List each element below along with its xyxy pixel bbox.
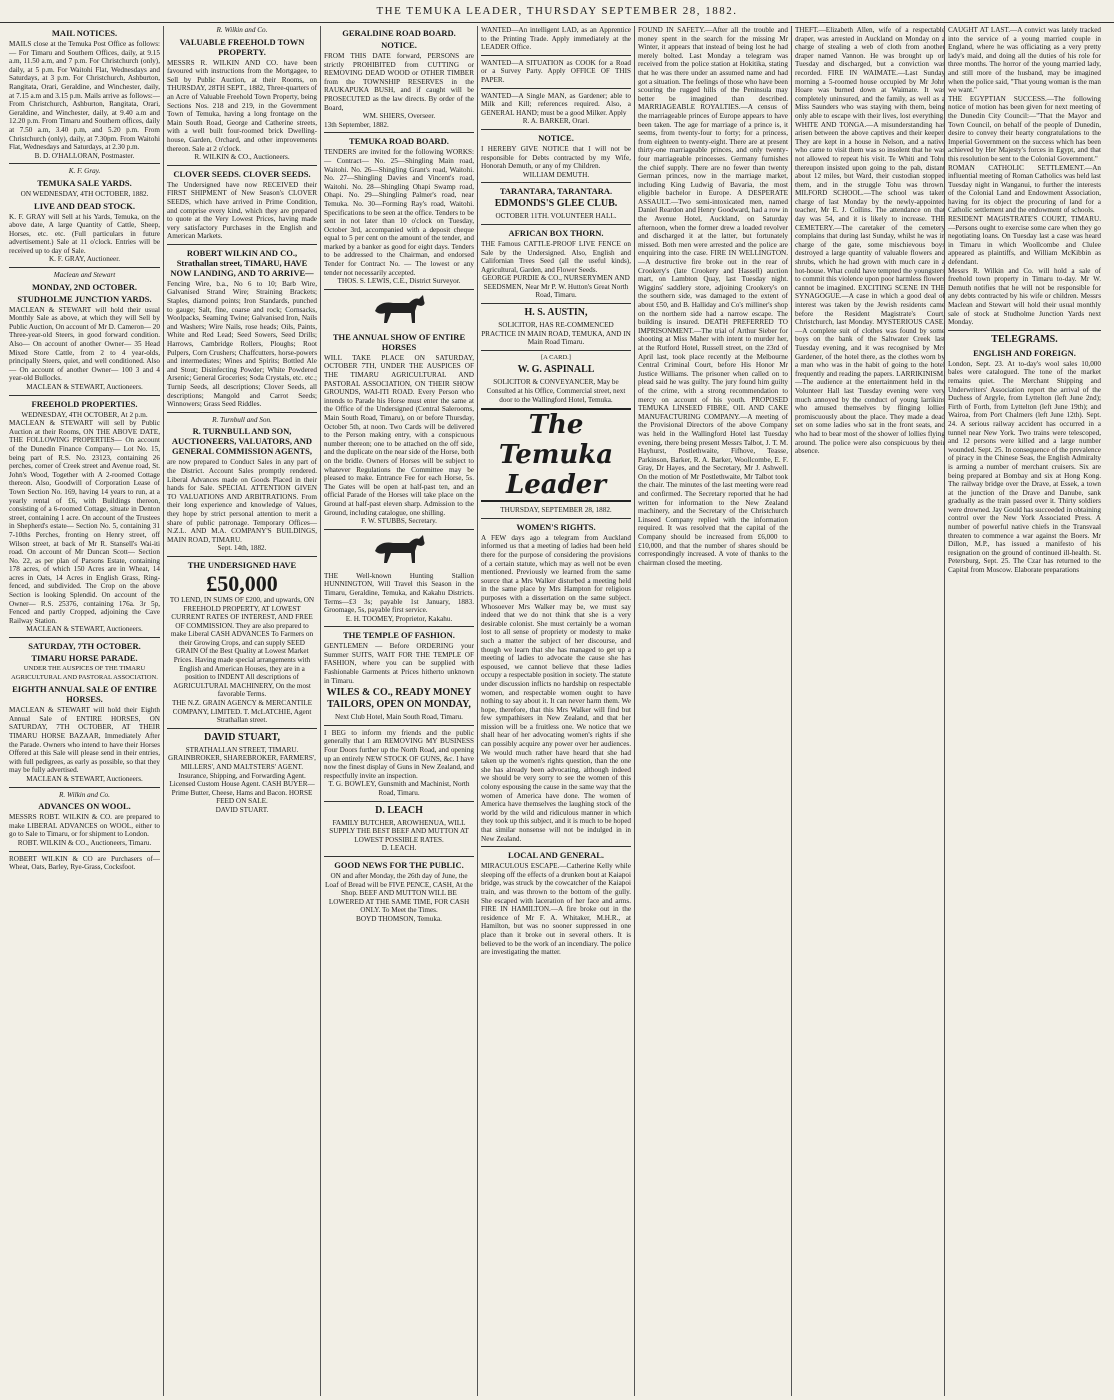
masthead: THE TEMUKA LEADER, THURSDAY SEPTEMBER 28, 1882. bbox=[0, 0, 1114, 23]
divider bbox=[948, 330, 1101, 331]
issue-date: THURSDAY, SEPTEMBER 28, 1882. bbox=[500, 506, 612, 515]
divider bbox=[167, 244, 317, 245]
mail-title: MAIL NOTICES. bbox=[51, 28, 118, 38]
fp-date: WEDNESDAY, 4TH OCTOBER, At 2 p.m. bbox=[21, 410, 148, 419]
aspinall-title: W. G. ASPINALL bbox=[517, 364, 595, 376]
egypt-text: THE EGYPTIAN SUCCESS.—The following notice of motion has been given for next meeting of the Dunedin City Council:—"That the Mayor and Town Council, on behalf of the people of Dunedin, desire to convey their hearty congratulations to the Imperial Government on the success which has been achieved by Her Majesty's forces in Egypt, and that this resolution be sent to the Colonial Government." bbox=[948, 94, 1101, 163]
column-2 bbox=[163, 26, 320, 1396]
stuart-text: STRATHALLAN STREET, TIMARU. GRAINBROKER, SHAREBROKER, FARMERS', MILLERS', AND MALTSTERS' AGENT. Insurance, Shipping, and Forwarding Agent. Licensed Custom House Agent. CASH BUYER—Prime Butter, Cheese, Hams and Bacon. HORSE FEED ON SALE. bbox=[168, 745, 316, 806]
ms-head: Maclean and Stewart bbox=[53, 271, 116, 280]
clover-title: CLOVER SEEDS. CLOVER SEEDS. bbox=[173, 168, 311, 179]
news-text: ON and after Monday, the 26th day of June, the Loaf of Bread will be FIVE PENCE, CASH, At the Shop. BEEF AND MUTTON WILL BE LOWERED AT THE SAME TIME, FOR CASH ONLY. To Meet the Times. bbox=[325, 871, 473, 915]
wiles-text: Next Club Hotel, Main South Road, Timaru. bbox=[335, 713, 463, 722]
turnbull-title: R. TURNBULL AND SON, AUCTIONEERS, VALUATORS, AND GENERAL COMMISSION AGENTS, bbox=[171, 426, 313, 457]
leach-text: FAMILY BUTCHER, AROWHENUA, WILL SUPPLY THE BEST BEEF AND MUTTON AT LOWEST POSSIBLE RATES. bbox=[329, 818, 469, 844]
sat-date: SATURDAY, 7TH OCTOBER. bbox=[28, 641, 141, 652]
column-4 bbox=[477, 26, 634, 1396]
money-amount: £50,000 bbox=[206, 570, 278, 596]
road-notice: NOTICE. bbox=[381, 40, 417, 50]
stock-title: ROBERT WILKIN AND CO., Strathallan street, TIMARU, HAVE NOW LANDING, AND TO ARRIVE— bbox=[170, 247, 314, 278]
divider bbox=[324, 856, 474, 857]
money-title: THE UNDERSIGNED HAVE bbox=[187, 559, 297, 570]
court-text: RESIDENT MAGISTRATE'S COURT, TIMARU.—Persons ought to exercise some care when they go negotiating loans. On Tuesday last a case was heard in Timaru in which Woollcombe and Clulee appeared as plaintiffs, and William McKibbin as defendant. bbox=[948, 215, 1101, 267]
divider bbox=[481, 303, 631, 304]
austin-text: SOLICITOR, HAS RE-COMMENCED PRACTICE IN MAIN ROAD, TEMUKA, AND IN Main Road Timaru. bbox=[481, 321, 631, 347]
divider bbox=[167, 412, 317, 413]
divider bbox=[324, 132, 474, 133]
road-date: 13th September, 1882. bbox=[324, 120, 389, 129]
stuart-sign: DAVID STUART. bbox=[215, 805, 269, 814]
rw-text: MESSRS ROBT. WILKIN & CO. are prepared to make LIBERAL ADVANCES on WOOL, either to go to Sale to Timaru, or for shipment to London. bbox=[9, 813, 160, 839]
sales-text: Messrs R. Wilkin and Co. will hold a sale of freehold town property in Timaru to-day. Mr W. Demuth notifies that he will not be responsible for any debts contracted by his wife or children. Messrs Maclean and Stewart will hold their usual monthly sale of stock at Studholme Junction Yards next Monday. bbox=[948, 266, 1101, 327]
card-label: [A CARD.] bbox=[541, 353, 571, 361]
boxthorn-sign: GEORGE PURDIE & CO., NURSERYMEN AND SEEDSMEN, Near Mr P. W. Hutton's Great North Road, Timaru. bbox=[482, 274, 630, 300]
trb-sign: THOS. S. LEWIS, C.E., District Surveyor. bbox=[337, 277, 461, 286]
demuth-text: I HEREBY GIVE NOTICE that I will not be responsible for Debts contracted by my Wife, Honorah Demuth, or any of my Children. bbox=[481, 144, 631, 171]
horse-sub: EIGHTH ANNUAL SALE OF ENTIRE HORSES. bbox=[12, 684, 157, 705]
roman-text: ROMAN CATHOLIC SETTLEMENT.—An influential meeting of Roman Catholics was held last Tuesday night in Wanganui, to further the interests of the Colonial Land and Endowment Association, having for its object the procuring of land for a Catholic settlement and the endowment of schools. bbox=[948, 163, 1101, 215]
gray-sign: K. F. GRAY, Auctioneer. bbox=[48, 255, 121, 264]
column-5 bbox=[634, 26, 791, 1396]
property-title: VALUABLE FREEHOLD TOWN PROPERTY. bbox=[179, 36, 305, 57]
bowley-text: I BEG to inform my friends and the public generally that I am REMOVING MY BUSINESS Four Doors further up the North Road, and opening up an entirely NEW STOCK OF GUNS, &c. I have now the finest display of Guns in New Zealand, and respectfully invite an inspection. bbox=[324, 728, 474, 780]
news-sign: BOYD THOMSON, Temuka. bbox=[356, 914, 442, 923]
demuth-notice: NOTICE. bbox=[538, 132, 574, 143]
road-sign: WM. SHIERS, Overseer. bbox=[362, 112, 436, 121]
wanted-man: WANTED—A Single MAN, as Gardener; able to Milk and Kill; references required. Also, a GENERAL HAND; must be a good Milker. Apply bbox=[481, 91, 631, 117]
show-text: WILL TAKE PLACE ON SATURDAY, OCTOBER 7TH, UNDER THE AUSPICES OF THE TIMARU AGRICULTURAL AND PASTORAL ASSOCIATION, ON THEIR SHOW GROUNDS, WAI-ITI ROAD. Every Person who intends to Parade his Horse must enter the same at the Office of the Undersigned (Central Salerooms, Main South Road, Timaru), on or before Thursday, October 5th, at noon. Two Cards will be delivered to the Person making entry, with a conspicuous number thereon; one to be attached on the off side, and the duplicate on the near side of the Horse, both on the bridle. Owners of Horses will be subject to whatever Regulations the Committee may be pleased to make. Entrance Fee for each Horse, 5s. The Gates will be open at half-past ten, and an official Parade of the Horses will take place on the Ground at half-past eleven sharp. Admission to the Ground, including catalogue, one shilling. bbox=[324, 353, 474, 517]
rw-head: R. Wilkin and Co. bbox=[59, 790, 110, 799]
road-text: FROM THIS DATE forward, PERSONS are strictly PROHIBITED from CUTTING or REMOVING DEAD WOOD or OTHER TIMBER from the TOWNSHIP RESERVES in the RAUKAPUKA BUSH, and if caught will be PROSECUTED as the law directs. By order of the Board, bbox=[324, 52, 474, 112]
fashion-title: THE TEMPLE OF FASHION. bbox=[343, 630, 455, 641]
divider bbox=[167, 556, 317, 557]
turnbull-date: Sept. 14th, 1882. bbox=[217, 544, 267, 553]
divider bbox=[9, 851, 160, 852]
divider bbox=[481, 224, 631, 225]
ms-date: MONDAY, 2ND OCTOBER. bbox=[31, 281, 137, 292]
horse-under: UNDER THE AUSPICES OF THE TIMARU AGRICULTURAL AND PASTORAL ASSOCIATION. bbox=[11, 665, 158, 681]
rw2-text: ROBERT WILKIN & CO are Purchasers of— Wheat, Oats, Barley, Rye-Grass, Cocksfoot. bbox=[9, 854, 160, 872]
leach-title: D. LEACH bbox=[375, 804, 423, 816]
boxthorn-title: AFRICAN BOX THORN. bbox=[508, 227, 604, 238]
horse-text: MACLEAN & STEWART will hold their Eighth Annual Sale of ENTIRE HORSES, ON SATURDAY, 7TH OCTOBER, AT THEIR TIMARU HORSE BAZAAR, Immediately After the Parade. Owners who intend to have their Horses Offered at this Sale will please send in their entries, with full pedigrees, as early as possible, so that they may be fully advertised. bbox=[9, 706, 160, 775]
divider bbox=[481, 55, 631, 56]
clover-text: The Undersigned have now RECEIVED their FIRST SHIPMENT of New Season's CLOVER SEEDS, which have arrived in Prime Condition, and comprise every kind, which they are prepared to quote at the Very Lowest Prices, having made very satisfactory Purchases in the English and American Markets. bbox=[167, 180, 317, 241]
horse-illustration-icon bbox=[369, 293, 429, 329]
column-3 bbox=[320, 26, 477, 1396]
divider bbox=[324, 801, 474, 802]
caught-text: CAUGHT AT LAST.—A convict was lately tracked into the service of a young married couple in England, where he was officiating as a very pretty lady's maid, and doing all the duties of his role for three months. The horror of the young married lady, and still more of the husband, may be imagined when the police said, "That young woman is the man we want." bbox=[948, 26, 1101, 95]
divider bbox=[9, 163, 160, 164]
rw-sign: ROBT. WILKIN & CO., Auctioneers, Timaru. bbox=[17, 838, 152, 847]
gray-sub: LIVE AND DEAD STOCK. bbox=[34, 200, 135, 211]
gray-text: K. F. GRAY will Sell at his Yards, Temuka, on the above date, A large Quantity of Cattle, Sheep, Horses, etc. etc. (Full particulars in future advertisement.) Sale at 11 o'clock. Entries will be received up to day of Sale. bbox=[9, 212, 160, 255]
editorial-text: A FEW days ago a telegram from Auckland informed us that a meeting of ladies had been held there for the purpose of considering the provisions of a certain statute, which may as well not be even mentioned. Previously we learned from the same source that a Mrs Walker disturbed a meeting held in the same place by Mrs Hampton for religious purposes with a dissertation on the same subject. Whosoever Mrs Walker may be, we must say indeed that we do not think that she is a very desirable colonist. She must certainly be a woman lost to all sense of propriety or modesty to make such a matter the subject of her discourse, and though we learn that she has managed to get up a meeting of ladies to advocate the cause she has espoused, we cannot believe that these ladies occupy a respectable position in society. The statute under discussion inflicts no hardship on respectable women, and respectable women ought to have nothing to say about it. It can never harm them. We hope, therefore, that this Mrs Walker will find but few sympathisers in New Zealand, and that her mission will be a fruitless one. We notice that we shall hear of her advocating women's rights if she can possibly acquire any power over her audiences. We would much rather have heard that she had taken up the women's rights question, than the one she has already been advocating, although indeed we should be very sorry to see the women of this colony espousing the cause in the same way that the women of America have done. The women of America have themselves the laughing stock of the world by the wild and ridiculous manner in which they took up this subject, and it is much to be hoped that similar nonsense will not be indulged in in New Zealand. bbox=[481, 533, 631, 843]
show-title: THE ANNUAL SHOW OF ENTIRE HORSES bbox=[332, 331, 466, 352]
stallion-illustration-icon bbox=[369, 533, 429, 569]
wanted-cook: WANTED—A SITUATION as COOK for a Road or a Survey Party. Apply OFFICE OF THIS PAPER. bbox=[481, 58, 631, 84]
fp-title: FREEHOLD PROPERTIES. bbox=[31, 398, 138, 409]
horse-sign: MACLEAN & STEWART, Auctioneers. bbox=[26, 774, 143, 783]
divider bbox=[481, 88, 631, 89]
telegrams-text: London, Sept. 23. At to-day's wool sales 10,000 bales were catalogued. The tone of the market remains quiet. The Merchant Shipping and Underwriters' Association report the arrival of the Duchess of Argyle, from Lyttelton (left June 2nd); Firth of Forth, from Lyttelton (left June 19th); and Wairoa, from Port Chalmers (left June 12th). Sept. 24. A serious railway accident has occurred in a tunnel near New York. Two trains were telescoped, and 12 persons were killed and a large number wounded. Sept. 25. In consequence of the prevalence of piracy in the Chinese Seas, the English Admiralty is arming a number of merchant cruisers. Six are being prepared at Bombay and six at Hong Kong. The railway bridge over the Drave, at Essek, a town at the junction of the Drave and Danube, sank gradually as the train passed over it. Thirty soldiers were drowned. Jay Gould has succeeded in obtaining control over the New York Associated Press. A number of powerful native chiefs in the Transvaal threaten to commence a war against the Boers. Mr Dillon, M.P., has issued a manifesto of his resignation on the ground of continued ill-health. St. Petersburg, Sept. 25. The Czar has returned to the Capital from Moscow. Elaborate preparations bbox=[948, 359, 1101, 575]
divider bbox=[167, 165, 317, 166]
property-text: MESSRS R. WILKIN AND CO. have been favoured with instructions from the Mortgagee, to Sell by Public Auction, at their Rooms, on THURSDAY, 28TH SEPT., 1882, Three-quarters of an Acre of Valuable Freehold Town Property, being Sections Nos. 218 and 219, in the Government Town of Temuka, having a long frontage on the Main South Road, George and Catherine streets, with a well built four-roomed brick Dwelling-house, Garden, Orchard, and other improvements thereon. Sale at 2 o'clock. bbox=[167, 58, 317, 153]
ms-title: STUDHOLME JUNCTION YARDS. bbox=[17, 293, 152, 304]
stock-list: Fencing Wire, b.a., No 6 to 10; Barb Wire, Galvanised Strand Wire; Straining Brackets; Staples, diamond points; Iron Standards, punched to gauge; Salt, fine, coarse and rock; Cornsacks, Woolpacks, Seaming Twine; Galvanised Iron, Nails and Washers; Wire Nails, rose heads; Oils, Paints, White and Red Lead; Seed Sowers, Seed Drills; Harrows, Cambridge Rollers, Ploughs; Root Pulpers, Corn Crushers; Chaffcutters, horse-powers and intermediates; Wines and Spirits; Bottled Ale and Stout; Disinfecting Powder; White Powdered Arsenic; General Groceries; Soda Crystals, etc. etc.; Turnip Seeds, all descriptions; Clover Seeds, all descriptions; Mangold and Carrot Seeds; Winnowers; Grass Seed Riddles. bbox=[167, 279, 317, 409]
aspinall-text: SOLICITOR & CONVEYANCER, May be Consulted at his Office, Commercial street, next door to the Wallingford Hotel, Temuka. bbox=[486, 378, 626, 404]
divider bbox=[481, 129, 631, 130]
mail-text: MAILS close at the Temuka Post Office as follows:— For Timaru and Southern Offices, daily, at 9.15 a.m, 11.50 a.m, and 7 p.m. For Christchurch (only), daily, at 5 p.m. For Waitohi Flat, Wednesdays and Saturdays, at 3 p.m. For Christchurch, Ashburton, Rangitata, Orari, Geraldine, and Winchester, daily, at 7.15 a.m and 3.15 p.m. Mails arrive as follows:— From Christchurch, Ashburton, Rangitata, Orari, Geraldine, and Winchester, daily, at 9.40 a.m and 12.20 p.m. From Timaru and Southern offices, daily at 7.50 a.m, 3.40 p.m, and 5.20 p.m. From Christchurch (only), daily, at 7.30pm. From Waitohi Flat, Wednesdays and Saturdays, at 2.30 p.m. bbox=[9, 40, 160, 152]
fp-sign: MACLEAN & STEWART, Auctioneers. bbox=[26, 625, 143, 634]
ms-sign: MACLEAN & STEWART, Auctioneers. bbox=[26, 383, 143, 391]
divider bbox=[324, 289, 474, 290]
divider bbox=[167, 728, 317, 729]
gray-title: TEMUKA SALE YARDS. bbox=[37, 177, 132, 188]
divider bbox=[9, 395, 160, 396]
turnbull-text: are now prepared to Conduct Sales in any part of the District. Account Sales promptly rendered. Liberal Advances made on Goods Placed in their hands for Sale. SPECIAL ATTENTION GIVEN TO VALUATIONS AND ARBITRATIONS. From their long experience and knowledge of Values, they hope by strict personal attention to merit a share of public patronage. Temporary Offices— N.Z.L. AND M.A. COMPANY'S BUILDINGS, MAIN ROAD, TIMARU. bbox=[167, 458, 317, 544]
fp-text: MACLEAN & STEWART will sell by Public Auction at their Rooms, ON THE ABOVE DATE, THE FOLLOWING PROPERTIES— On account of the Dunedin Finance Company— Lot No. 15, being part of R.S. No. 23123, containing 26 perches, corner of Creek street and Avenue road, St. John's Wood, Together with A 2-roomed Cottage thereon. Also, Goodwill of Corporation Lease of Town Section No. 169, having 14 years to run, at a yearly rental of £6, with Buildings thereon, consisting of a 6-roomed Cottage, situate in Denton street, containing 1 acre. On account of the Trustees in Shepherd's estate— Section No. 5, containing 31 7-10ths Perches, fronting on Henry street, off Wilson street, at back of Mr R. Stansell's Wai-iti road. On account of Mr Duncan Scott— Section No. 22, as per plan of Parsons Estate, containing 178 acres, of which 150 Acres are in Wheat, 14 acres in Oats, 14 Acres in English Grass, Ring-fenced, and subdivided. The Crop on the above Section is looking Splendid. On account of the Owner— R.S. 25376, containing 176a. 3r 5p, Fenced and partly Cropped, adjoining the Cave Railway Station. bbox=[9, 419, 160, 625]
wanted-man-sign: R. A. BARKER, Orari. bbox=[522, 117, 590, 126]
leach-sign: D. LEACH. bbox=[381, 844, 417, 853]
wiles-title: WILES & CO., READY MONEY TAILORS, OPEN ON MONDAY, bbox=[326, 687, 472, 711]
bowley-sign: T. G. BOWLEY, Gunsmith and Machinist, North Road, Timaru. bbox=[328, 780, 470, 797]
wanted-lad: WANTED—An intelligent LAD, as an Apprentice to the Printing Trade. Apply immediately at the LEADER Office. bbox=[481, 26, 631, 52]
hunt-text: THE Well-known Hunting Stallion HUNNINGTON, Will Travel this Season in the Timaru, Geraldine, Temuka, and Kakahu Districts. Terms—£3 3s; payable 1st January, 1883. Groomage, 5s, payable first service. bbox=[324, 571, 474, 615]
demuth-sign: WILLIAM DEMUTH. bbox=[522, 170, 590, 179]
property-sign: R. WILKIN & CO., Auctioneers. bbox=[194, 153, 290, 162]
hunt-sign: E. H. TOOMEY, Proprietor, Kakahu. bbox=[345, 614, 453, 623]
turnbull-head: R. Turnbull and Son. bbox=[212, 415, 272, 424]
column-7 bbox=[944, 26, 1104, 1396]
divider bbox=[9, 787, 160, 788]
local-title: LOCAL AND GENERAL. bbox=[507, 850, 605, 861]
column-6 bbox=[791, 26, 948, 1396]
glee-text: OCTOBER 11TH. VOLUNTEER HALL. bbox=[495, 212, 617, 221]
trb-title: TEMUKA ROAD BOARD. bbox=[349, 136, 449, 147]
money-sign: THE N.Z. GRAIN AGENCY & MERCANTILE COMPANY, LIMITED. T. McLATCHIE, Agent Strathallan street. bbox=[171, 699, 313, 725]
rw-head-2: R. Wilkin and Co. bbox=[216, 26, 268, 34]
divider bbox=[481, 182, 631, 183]
telegrams-sub: ENGLISH AND FOREIGN. bbox=[973, 347, 1076, 358]
road-title: GERALDINE ROAD BOARD. bbox=[342, 28, 456, 38]
divider bbox=[324, 626, 474, 627]
divider bbox=[481, 518, 631, 519]
glee-title: EDMONDS'S GLEE CLUB. bbox=[494, 198, 618, 210]
divider bbox=[324, 529, 474, 530]
divider bbox=[9, 267, 160, 268]
fashion-text: GENTLEMEN — Before ORDERING your Summer SUITS, WAIT FOR THE TEMPLE OF FASHION, where you can be supplied with Fashionable Garments at Prices hitherto unknown in Timaru. bbox=[324, 642, 474, 685]
show-sign: F. W. STUBBS, Secretary. bbox=[361, 517, 437, 526]
trb-text: TENDERS are invited for the following WORKS:— Contract— No. 25—Shingling Main road, Waitohi. No. 26—Shingling Grant's road, Waitohi. No. 27—Shingling Davies and Vincent's road, Waitohi. No. 28—Shingling Ohapi Swamp road, Ohapi. No. 29—Shingling Palmer's road, near Temuka. No. 30—Forming Ray's road, Waitohi. Specifications to be seen at the office. Tenders to be sent in not later than 10 o'clock on Tuesday, October 3rd, accompanied with a deposit cheque equal to 5 per cent on the amount of the tender, and marked by a banker as good for eight days. Tenders to be addressed to the Chairman, and endorsed Tender for Contract No. — The lowest or any tender not necessarily accepted. bbox=[324, 148, 474, 277]
editorial-title: WOMEN'S RIGHTS. bbox=[516, 521, 596, 532]
telegrams-title: TELEGRAMS. bbox=[991, 333, 1058, 345]
gray-date: ON WEDNESDAY, 4TH OCTOBER, 1882. bbox=[20, 189, 149, 198]
local-news-more: THEFT.—Elizabeth Allen, wife of a respectable draper, was arrested in Auckland on Monday on a charge of stealing a web of cloth from another draper named Vannon. He was brought up on Tuesday and discharged, but a conviction was recorded. FIRE IN WAIMATE.—Last Sunday morning a 5-roomed house occupied by Mr John Hoare was burned down at Waimate. It was completely uninsured, and the family, as well as a Miss Saunders who was staying with them, being only able to escape with their lives, lost everything. WHITE AND TONGA.—A misunderstanding has arisen between the above captives and their keeper. They are kept in a house in Nelson, and a native who came to visit them was so insolent that he was not allowed to repeat his visit. Te Whiti and Tohu thereupon insisted upon going to the pah, distant about 12 miles, but Ward, their custodian stopped them, and in the struggle Tohu was thrown. MILFORD SCHOOL.—The school was taken charge of last Monday by the newly-appointed teacher, Mr E. J. Collins. The attendance on that day was 54, and it is likely to increase. THE CEMETERY.—The caretaker of the cemetery complains that during last Sunday, whilst he was in charge of the gate, some mischievous boys destroyed a large quantity of valuable flowers and shrubs, which he had grown with much care in a hot-house. What could have tempted the youngsters to commit this violence upon poor harmless flowers cannot be imagined. EXCITING SCENE IN THE SYNAGOGUE.—A case in which a good deal of interest was taken by the Jewish residents came before the Resident Magistrate's Court, Christchurch, last Monday. MYSTERIOUS CASE.—A complete suit of clothes was found by some boys on the bank of the Saltwater Creek last Tuesday evening, and it was recognised by Mrs Gardener, of the hotel there, as the clothes worn by a man who was in the habit of going to the hotel frequently and reading the papers. LARRIKINISM.—The audience at the entertainment held in the Volunteer Hall last Tuesday evening were very much annoyed by the conduct of young larrikins who amused themselves by flinging lollies promiscuously about the place. They made a dead set on some ladies who sat in the front seats, and who had to bear most of the shower of lollies flying around. The police were also conspicuous by their absence. bbox=[795, 26, 945, 456]
gray-head: K. F. Gray. bbox=[68, 167, 101, 176]
divider bbox=[9, 637, 160, 638]
divider bbox=[481, 350, 631, 351]
austin-title: H. S. AUSTIN, bbox=[524, 307, 588, 319]
newspaper-nameplate: The Temuka Leader bbox=[481, 408, 631, 502]
divider bbox=[324, 725, 474, 726]
column-1 bbox=[6, 26, 163, 1396]
tarantara-title: TARANTARA, TARANTARA. bbox=[499, 186, 613, 197]
columns bbox=[6, 26, 1108, 1396]
divider bbox=[481, 846, 631, 847]
local-news-continued: FOUND IN SAFETY.—After all the trouble and money spent in the search for the missing Mr Winter, it appears that instead of being lost he had merely bolted. Last Monday a telegram was received from the police station at Hokitika, stating that he was there under an assumed name and had got a situation. The feelings of those who have been scouring the rugged hills of the Peninsula may better be imagined than described. MARRIAGEABLE ROYALTIES.—A census of the marriageable princes of Europe appears to have been taken. The age for marriage of a prince is, it seems, from twenty-four to forty; for a princess, from eighteen to twenty-eight. There are at present thirty-one marriageable princes, and only twenty-four marriageable princesses. Germany furnishes the chief supply. There are no fewer than twenty German princes, now in the marriage market, including King Ludwig of Bavaria, the most eligible bachelor in Europe. A DESPERATE ASSAULT.—Two semi-intoxicated men, named Daniel Reardon and Henry Goodward, had a row in the Avenue Hotel, Auckland, on Saturday afternoon, when the former drew a loaded revolver and discharged it at the latter, but fortunately missed. Both men were arrested and the police are enquiring into the case. FIRE IN WELLINGTON.—A destructive fire broke out in the rear of Crookery's (late Crookery and Hassell) auction mart, on Lambton Quay, last Tuesday night. Wiggins' saddlery store, adjoining Crookery's on the southern side, was damaged to the extent of about £50, and B. Halliday and Co's milliner's shop on the northern side had a narrow escape. The building is insured. DEATH PREFERRED TO IMPRISONMENT.—The trial of Arthur Sieber for shooting at Miss Maher with intent to murder her, at the Rutford Hotel, Russell street, on the 23rd of April last, took place recently at the Melbourne Central Criminal Court, before His Honor Mr Justice Williams. The prisoner when called on to plead said he was guilty. The jury found him guilty of the crime, with a strong recommendation to mercy on account of his youth. PROPOSED TEMUKA LINSEED FIBRE, OIL AND CAKE MANUFACTURING COMPANY.—A meeting of the Provisional Directors of the above Company was held in the Wallingford Hotel last Tuesday evening, there being present Messrs Talbot, J. T. M. Hayhurst, Postlethwaite, Fifhove, Teasse, Parkinson, Barker, R. A. Barker, Woollcombe, E. F. Gray, Dr Hayes, and the Secretary, Mr J. Ashwell. On the motion of Mr Postlethwaite, Mr Talbot took the chair. The minutes of the last meeting were read and confirmed. The Secretary reported that he had written for information to the New Zealand machinery, and the Secretary of the Christchurch Linseed Company replied with the information required. It was resolved that the capital of the Company should be increased from £6,000 to £10,000, and that the number of shares should be correspondingly increased. A vote of thanks to the chairman closed the meeting. bbox=[638, 26, 788, 567]
rw-title: ADVANCES ON WOOL. bbox=[38, 801, 131, 812]
local-text: MIRACULOUS ESCAPE.—Catherine Kelly while sleeping off the effects of a drunken bout at Kaiapoi bridge, was struck by the cowcatcher of the Kaiapoi train, and was thrown to the bottom of the gully. She escaped with laceration of her face and arms. FIRE IN HAMILTON.—A fire broke out in the residence of Mr F. A. Whitaker, M.H.R., at Hamilton, but was no sooner suppressed in one place than it broke out in several others. It is believed to be the work of an incendiary. The police are investigating the matter. bbox=[481, 862, 631, 957]
horse-title: TIMARU HORSE PARADE. bbox=[31, 653, 138, 664]
money-text: TO LEND, IN SUMS OF £200, and upwards, ON FREEHOLD PROPERTY, AT LOWEST CURRENT RATES OF INTEREST, AND FREE OF COMMISSION. They are also prepared to make Liberal CASH ADVANCES To Farmers on their Growing Crops, and can supply SEED GRAIN Of the Best Quality at Lowest Market Prices. Having made special arrangements with English and American Houses, they are in a position to INDENT All descriptions of AGRICULTURAL MACHINERY, On the most favorable Terms. bbox=[169, 595, 315, 699]
stuart-title: DAVID STUART, bbox=[204, 731, 280, 743]
boxthorn-text: THE Famous CATTLE-PROOF LIVE FENCE on Sale by the Undersigned. Also, English and Californian Trees Seed (all the useful kinds), Agricultural, Garden, and Flower Seeds. bbox=[481, 239, 631, 274]
ms-text: MACLEAN & STEWART will hold their usual Monthly Sale as above, at which they will Sell by Public Auction, On account of Mr D. Cameron— 20 Three-year-old Steers, in good forward condition. Also— On account of another Owner— 35 Head Mixed Store Cattle, from 2 to 4 year-olds, principally Steers, quiet, and well conditioned. Also— On account of another Owner— 100 3 and 4 year-old Bullocks. bbox=[9, 305, 160, 383]
mail-sign: B. D. O'HALLORAN, Postmaster. bbox=[34, 151, 135, 160]
news-title: GOOD NEWS FOR THE PUBLIC. bbox=[334, 859, 464, 870]
